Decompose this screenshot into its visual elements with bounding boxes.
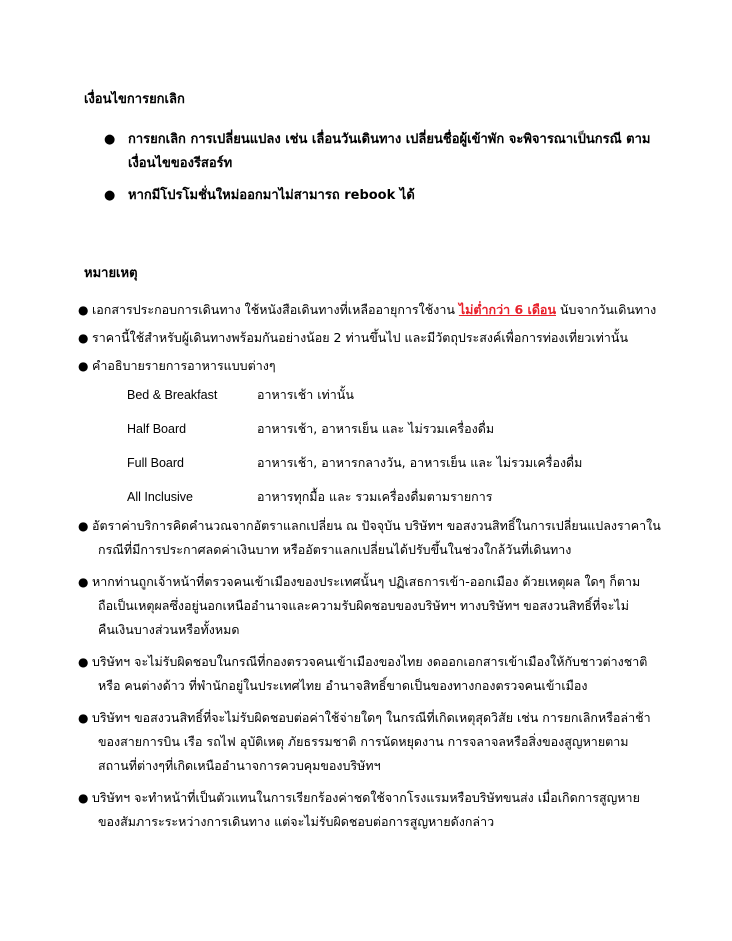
meal-table bbox=[127, 378, 582, 514]
note-foreigner-line2: หรือ คนต่างด้าว ที่พำนักอยู่ในประเทศไทย อำนาจสิทธิ์ขาดเป็นของทางกองตรวจคนเข้าเมือง bbox=[98, 678, 588, 693]
note-agent-role-line1: บริษัทฯ จะทำหน้าที่เป็นตัวแทนในการเรียกร้องค่าชดใช้จากโรงแรมหรือบริษัทขนส่ง เมื่อเกิดการสูญหาย bbox=[92, 790, 640, 805]
note-foreigner-docs bbox=[78, 650, 678, 698]
note-immigration-line3: คืนเงินบางส่วนหรือทั้งหมด bbox=[98, 622, 240, 637]
notes-list-bottom bbox=[78, 514, 678, 834]
cancellation-item-text: การยกเลิก การเปลี่ยนแปลง เช่น เลื่อนวันเดินทาง เปลี่ยนชื่อผู้เข้าพัก จะพิจารณาเป็นกรณี ตามเงื่อนไขของรีสอร์ท bbox=[128, 132, 651, 171]
note-meal-intro-text: คำอธิบายรายการอาหารแบบต่างๆ bbox=[92, 358, 276, 373]
bullet-icon: ● bbox=[78, 519, 89, 533]
notes-list-top bbox=[78, 298, 678, 378]
meal-desc: อาหารเช้า เท่านั้น bbox=[257, 387, 354, 402]
bullet-icon: ● bbox=[78, 331, 89, 345]
bullet-icon: ● bbox=[78, 359, 89, 373]
note-meal-intro bbox=[78, 354, 678, 378]
bullet-icon: ● bbox=[78, 303, 89, 317]
note-foreigner-line1: บริษัทฯ จะไม่รับผิดชอบในกรณีที่กองตรวจคนเข้าเมืองของไทย งดออกเอกสารเข้าเมืองให้กับชาวต่างชาติ bbox=[92, 654, 648, 669]
bullet-icon: ● bbox=[78, 575, 89, 589]
meal-desc: อาหารเช้า, อาหารกลางวัน, อาหารเย็น และ ไม่รวมเครื่องดื่ม bbox=[257, 455, 583, 470]
meal-row bbox=[127, 480, 582, 514]
note-force-majeure-line2: ของสายการบิน เรือ รถไฟ อุบัติเหตุ ภัยธรรมชาติ การนัดหยุดงาน การจลาจลหรือสิ่งของสูญหายตาม bbox=[98, 734, 629, 749]
note-exchange-rate-line2: กรณีที่มีการประกาศลดค่าเงินบาท หรืออัตราแลกเปลี่ยนได้ปรับขึ้นในช่วงใกล้วันที่เดินทาง bbox=[98, 542, 572, 557]
cancellation-item-text: หากมีโปรโมชั่นใหม่ออกมาไม่สามารถ rebook ได้ bbox=[128, 188, 415, 203]
note-passport bbox=[78, 298, 678, 322]
note-force-majeure-line1: บริษัทฯ ขอสงวนสิทธิ์ที่จะไม่รับผิดชอบต่อค่าใช้จ่ายใดๆ ในกรณีที่เกิดเหตุสุดวิสัย เช่น การยกเลิกหรือล่าช้า bbox=[92, 710, 651, 725]
meal-row bbox=[127, 412, 582, 446]
note-passport-prefix: เอกสารประกอบการเดินทาง ใช้หนังสือเดินทางที่เหลืออายุการใช้งาน bbox=[92, 302, 459, 317]
note-min-travelers-text: ราคานี้ใช้สำหรับผู้เดินทางพร้อมกันอย่างน้อย 2 ท่านขึ้นไป และมีวัตถุประสงค์เพื่อการท่องเที่ยวเท่านั้น bbox=[92, 330, 629, 345]
note-force-majeure bbox=[78, 706, 678, 778]
cancellation-item-change bbox=[104, 128, 664, 176]
note-exchange-rate bbox=[78, 514, 678, 562]
note-immigration-line1: หากท่านถูกเจ้าหน้าที่ตรวจคนเข้าเมืองของประเทศนั้นๆ ปฏิเสธการเข้า-ออกเมือง ด้วยเหตุผล ใดๆ ก็ตาม bbox=[92, 574, 641, 589]
note-passport-suffix: นับจากวันเดินทาง bbox=[556, 302, 657, 317]
meal-desc: อาหารทุกมื้อ และ รวมเครื่องดื่มตามรายการ bbox=[257, 489, 493, 504]
cancellation-item-rebook bbox=[104, 184, 664, 208]
note-agent-role bbox=[78, 786, 678, 834]
meal-name: Full Board bbox=[127, 456, 184, 470]
meal-name: Bed & Breakfast bbox=[127, 388, 218, 402]
note-agent-role-line2: ของสัมภาระระหว่างการเดินทาง แต่จะไม่รับผิดชอบต่อการสูญหายดังกล่าว bbox=[98, 814, 495, 829]
note-exchange-rate-line1: อัตราค่าบริการคิดคำนวณจากอัตราแลกเปลี่ยน ณ ปัจจุบัน บริษัทฯ ขอสงวนสิทธิ์ในการเปลี่ยนแปลงราคาใน bbox=[92, 518, 661, 533]
meal-row bbox=[127, 446, 582, 480]
bullet-icon: ● bbox=[104, 132, 116, 147]
note-min-travelers bbox=[78, 326, 678, 350]
note-passport-highlight: ไม่ต่ำกว่า 6 เดือน bbox=[458, 302, 556, 317]
meal-name: All Inclusive bbox=[127, 490, 193, 504]
meal-name: Half Board bbox=[127, 422, 187, 436]
cancellation-list bbox=[104, 128, 664, 216]
note-immigration-refusal bbox=[78, 570, 678, 642]
notes-heading: หมายเหตุ bbox=[84, 266, 138, 281]
note-immigration-line2: ถือเป็นเหตุผลซึ่งอยู่นอกเหนืออำนาจและความรับผิดชอบของบริษัทฯ ทางบริษัทฯ ขอสงวนสิทธิ์ที่จะไม่ bbox=[98, 598, 629, 613]
cancellation-heading: เงื่อนไขการยกเลิก bbox=[84, 92, 185, 107]
meal-desc: อาหารเช้า, อาหารเย็น และ ไม่รวมเครื่องดื่ม bbox=[257, 421, 495, 436]
bullet-icon: ● bbox=[78, 711, 89, 725]
meal-row bbox=[127, 378, 582, 412]
note-force-majeure-line3: สถานที่ต่างๆที่เกิดเหนืออำนาจการควบคุมของบริษัทฯ bbox=[98, 758, 381, 773]
bullet-icon: ● bbox=[104, 188, 116, 203]
bullet-icon: ● bbox=[78, 655, 89, 669]
bullet-icon: ● bbox=[78, 791, 89, 805]
